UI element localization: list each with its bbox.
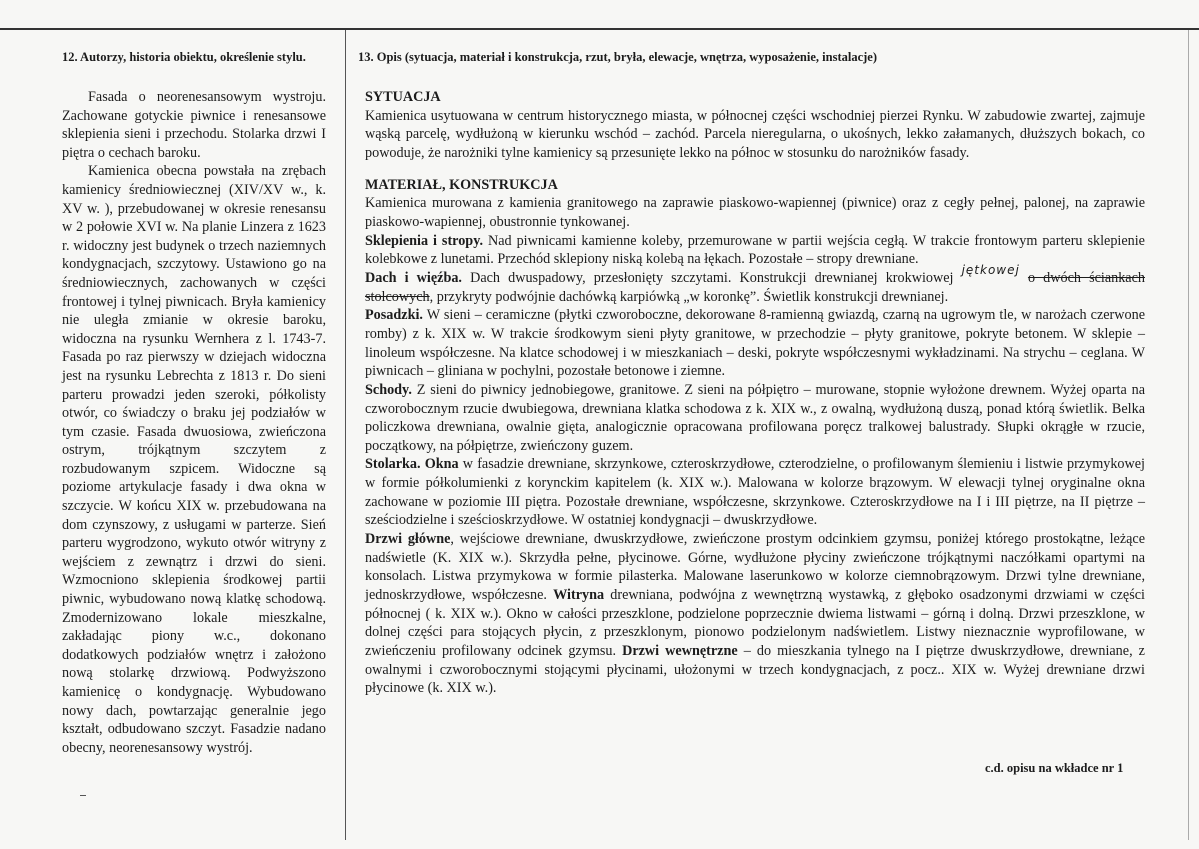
material-heading: MATERIAŁ, KONSTRUKCJA xyxy=(365,176,558,193)
posadzki-text: W sieni – ceramiczne (płytki czworoboczne, dekorowane 8-ramienną gwiazdą, czarną na ugrowym tle, w narożach czerwone romby) z k. XIX w. W trakcie środkowym sieni płyty granitowe, w przechodzie – płyty granitowe, pokryte betonem. W sklepie – linoleum współczesne. Na klatce schodowej i w mieszkaniach – deski, pokryte współczesnymi wykładzinami. Na strychu – ceglana. W piwnicach – gliniana w pochylni, pozostałe betonowe i ziemne. xyxy=(365,307,1145,380)
stolarka-label: Stolarka. xyxy=(365,456,421,473)
sytuacja-text: Kamienica usytuowana w centrum historycznego miasta, w północnej części wschodniej pierzei Rynku. W zabudowie zwartej, zajmuje wąską parcelę, wydłużoną w kierunku wschód – zachód. Parcela nieregularna, o ukośnych, lekko załamanych, dłuższych bokach, co powoduje, że narożniki tylne kamienicy są przesunięte lekko na północ w stosunku do narożników fasady. xyxy=(365,107,1145,161)
sklepienia-paragraph xyxy=(365,232,1145,269)
witryna-label: Witryna xyxy=(553,587,605,604)
drzwi-wewnetrzne-text: – do mieszkania tylnego na I piętrze dwuskrzydłowe, drewniane, z owalnymi i czworobocznymi stojącymi płycinami, ułożonymi w trzech kondygnacjach, z pocz.. XIX w. Wyżej drewniane drzwi płycinowe (k. XIX w.). xyxy=(365,643,1145,697)
history-paragraph: Fasada o neorenesansowym wystroju. Zachowane gotyckie piwnice i renesansowe sklepienia sieni i przechodu. Stolarka drzwi I piętra o cechach baroku. xyxy=(62,89,326,161)
history-paragraph: Kamienica obecna powstała na zrębach kamienicy średniowiecznej (XIV/XV w., k. XV w. ), przebudowanej w okresie renesansu w 2 połowie XVI w. Na planie Linzera z 1623 r. widoczny jest budynek o trzech naziemnych kondygnacjach, szczytowy. Ustawiono go na średniowiecznych, zachowanych w części frontowej i tylnej piwnicach. Bryła kamienicy nie uległa zmianie w okresie baroku, widoczna na rysunku Wernhera z l. 1743-7. Fasada po raz pierwszy w dziejach widoczna jest na rysunku Lebrechta z 1813 r. Do sieni parteru prowadzi jeden szeroki, półkolisty otwór, co świadczy o braku jej podziałów w tym czasie. Fasada dwuosiowa, zwieńczona ostrym, trójkątnym szczytem z rozbudowanym szpicem. Widoczne są poziome artykulacje fasady i dwa okna w szczycie. W końcu XIX w. przebudowana na dom czynszowy, z usługami w parterze. Sień parteru wygrodzono, wykuto otwór witryny z wejściem z zewnątrz i drzwi do sieni. Wzmocniono sklepienia środkowej partii piwnic, wybudowano nową klatkę schodową. Zmodernizowano lokale mieszkalne, zakładając piony w.c., dokonano dodatkowych podziałów wnętrz i założono nową stolarkę drzwiową. Podwyższono kamienicę o kondygnację. Wybudowano nowy dach, powtarzając generalnie jego kształt, odbudowano szczyt. Fasadzie nadano obecny, neorenesansowy wystrój. xyxy=(62,163,326,756)
small-mark xyxy=(80,795,86,796)
continuation-note: c.d. opisu na wkładce nr 1 xyxy=(985,761,1124,775)
posadzki-label: Posadzki. xyxy=(365,307,423,324)
column-divider xyxy=(345,30,346,840)
description-column xyxy=(365,88,1145,698)
dach-label: Dach i więźba. xyxy=(365,269,462,286)
schody-text: Z sieni do piwnicy jednobiegowe, granitowe. Z sieni na półpiętro – murowane, stopnie wyłożone drewnem. Wyżej oparta na czworobocznym rzucie dwubiegowa, drewniana klatka schodowa z k. XIX w., z owalną, wydłużoną duszą, ponad którą świetlik. Belka policzkowa drewniana, owalnie gięta, analogicznie opracowana profilowana poręcz tralkowej balustrady. Słupki okrągłe w rzucie, początkowy, na półpiętrze, zwieńczony guzem. xyxy=(365,381,1145,454)
schody-paragraph xyxy=(365,381,1145,456)
drzwi-text: , wejściowe drewniane, dwuskrzydłowe, zwieńczone prostym odcinkiem gzymsu, poniżej którego prostokątne, leżące nadświetle (K. XIX w.). Skrzydła pełne, płycinowe. Górne, wydłużone płyciny zwieńczone trójkątnymi naczółkami opartymi na konsolach. Listwa przymykowa w formie pilasterka. Malowane laserunkowo w kolorze ciemnobrązowym. Drzwi tylne drewniane, jednoskrzydłowe, współczesne. xyxy=(365,531,1146,604)
dach-paragraph xyxy=(365,262,1145,306)
left-section-header: 12. Autorzy, historia obiektu, określenie stylu. xyxy=(62,50,306,64)
sklepienia-label: Sklepienia i stropy. xyxy=(365,232,484,249)
witryna-text: drewniana, podwójna z wewnętrzną wystawką, z głęboko osadzonymi drzwiami w części północnej ( k. XIX w.). Okno w całości przeszklone, podzielone poprzecznie dwiema listwami – górną i dolną. Drzwi przeszklone, w dolnej części para stojących płycin, z przeszklonym, pionowo podzielonym nadświetlem. Listwy nieznacznie wyprofilowane, w zwieńczeniu profilowany odcinek gzymsu. xyxy=(365,587,1145,660)
dach-text-b: , przykryty podwójnie dachówką karpiówką „w koronkę”. Świetlik konstrukcji drewnianej. xyxy=(429,288,949,305)
drzwi-paragraph xyxy=(365,530,1145,698)
stolarka-paragraph xyxy=(365,455,1145,530)
right-border xyxy=(1188,30,1189,840)
okna-label: Okna xyxy=(424,456,459,473)
top-rule xyxy=(0,28,1199,30)
dach-text-a: Dach dwuspadowy, przesłonięty szczytami. Konstrukcji drewnianej krokwiowej xyxy=(461,269,962,286)
drzwi-label: Drzwi główne xyxy=(365,531,451,548)
history-column xyxy=(62,88,326,757)
okna-text: w fasadzie drewniane, skrzynkowe, czteroskrzydłowe, czterodzielne, o profilowanym ślemieniu i listwie przymykowej w formie półkolumienki z korynckim kapitelem (k. XIX w.). Malowana w kolorze brązowym. W elewacji tylnej oryginalne okna zachowane w poziomie III piętra. Pozostałe drewniane, współczesne, skrzynkowe. Czteroskrzydłowe na I i III piętrze, na II piętrze – sześciodzielne i sześcioskrzydłowe. W ostatniej kondygnacji – dwuskrzydłowe. xyxy=(365,456,1146,529)
handwritten-correction: jętkowej xyxy=(961,262,1020,277)
material-intro: Kamienica murowana z kamienia granitowego na zaprawie piaskowo-wapiennej (piwnice) oraz z cegły pełnej, palonej, na zaprawie piaskowo-wapiennej, obustronnie tynkowanej. xyxy=(365,195,1145,230)
drzwi-wewnetrzne-label: Drzwi wewnętrzne xyxy=(622,643,738,660)
schody-label: Schody. xyxy=(365,381,412,398)
struck-text: o dwóch ściankach stolcowych xyxy=(365,269,1145,305)
sklepienia-text: Nad piwnicami kamienne koleby, przemurowane w partii wejścia cegłą. W trakcie frontowym parteru sklepienie kolebkowe z lunetami. Przechód sklepiony niską kolebą na łękach. Pozostałe – stropy drewniane. xyxy=(365,232,1145,268)
right-section-header: 13. Opis (sytuacja, materiał i konstrukcja, rzut, bryła, elewacje, wnętrza, wyposażenie, instalacje) xyxy=(358,50,878,64)
sytuacja-heading: SYTUACJA xyxy=(365,89,441,105)
posadzki-paragraph xyxy=(365,306,1145,381)
